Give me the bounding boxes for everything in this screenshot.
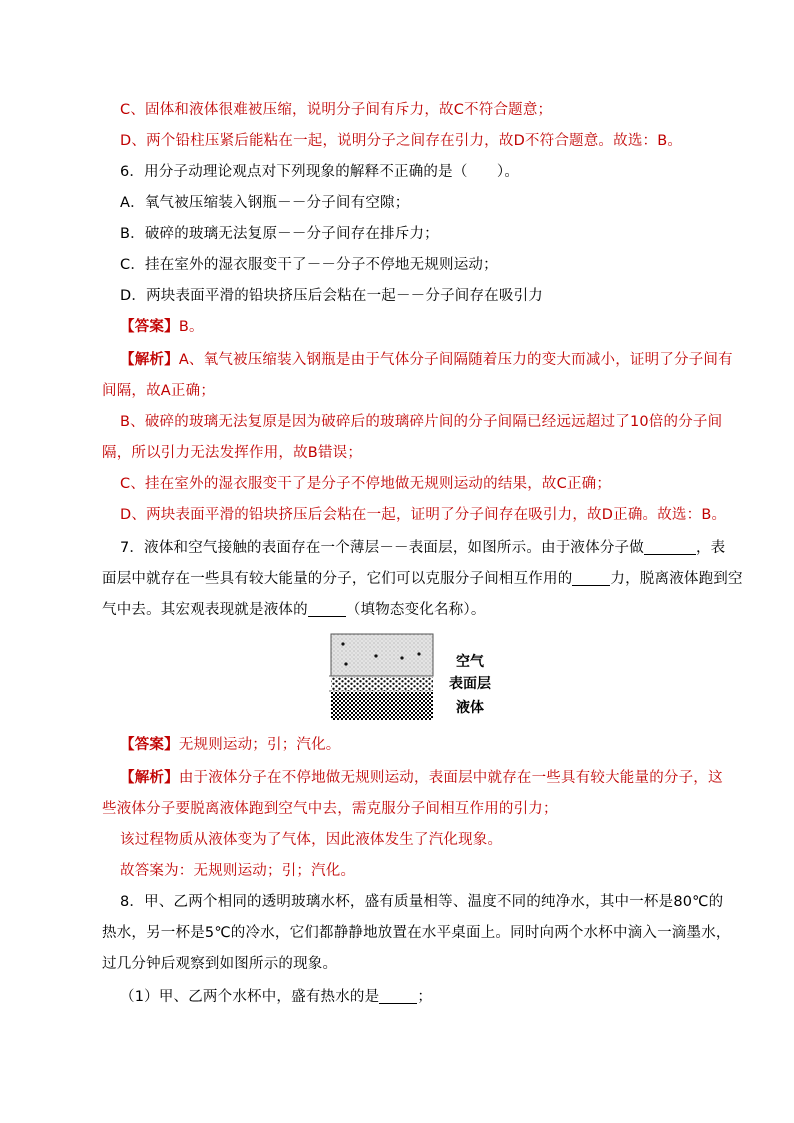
q7-conclusion: 故答案为：无规则运动；引；汽化。 <box>120 863 356 879</box>
q5-analysis-d: D、两个铅柱压紧后能粘在一起，说明分子之间存在引力，故D不符合题意。故选：B。 <box>120 133 683 149</box>
q7-stem-text: 力，脱离液体跑到空 <box>610 571 743 587</box>
q6-option-a: A．氧气被压缩装入钢瓶－－分子间有空隙； <box>120 195 410 211</box>
q7-analysis-3: 该过程物质从液体变为了气体，因此液体发生了汽化现象。 <box>120 832 503 848</box>
answer-text: 无规则运动；引；汽化。 <box>178 737 341 753</box>
q8-stem-2: 热水，另一杯是5℃的冷水，它们都静静地放置在水平桌面上。同时向两个水杯中滴入一滴墨水， <box>102 925 731 941</box>
q6-analysis-6: D、两块表面平滑的铅块挤压后会粘在一起，证明了分子间存在吸引力，故D正确。故选：B。 <box>120 507 727 523</box>
analysis-text: 由于液体分子在不停地做无规则运动，表面层中就存在一些具有较大能量的分子，这 <box>178 770 723 786</box>
answer-tag: 【答案】 <box>120 319 179 335</box>
q7-stem-2 <box>0 564 794 595</box>
q7-stem-text: 7．液体和空气接触的表面存在一个薄层－－表面层，如图所示。由于液体分子做 <box>120 540 644 556</box>
q8-sub-1 <box>0 982 794 1013</box>
surface-layer-figure <box>329 630 497 724</box>
q6-analysis-5: C、挂在室外的湿衣服变干了是分子不停地做无规则运动的结果，故C正确； <box>120 476 612 492</box>
liquid-label: 液体 <box>456 700 484 716</box>
q8-stem-1: 8．甲、乙两个相同的透明玻璃水杯，盛有质量相等、温度不同的纯净水，其中一杯是80℃的 <box>120 894 724 910</box>
q7-stem-text: 面层中就存在一些具有较大能量的分子，它们可以克服分子间相互作用的 <box>102 571 573 587</box>
answer-tag: 【答案】 <box>120 737 179 753</box>
answer-blank <box>308 598 346 617</box>
answer-blank <box>379 985 417 1004</box>
q6-option-d: D．两块表面平滑的铅块挤压后会粘在一起－－分子间存在吸引力 <box>120 288 543 304</box>
surface-layer-region <box>331 677 433 691</box>
answer-blank <box>644 536 696 555</box>
q6-analysis-2: 间隔，故A正确； <box>102 383 216 399</box>
q6-analysis-1 <box>0 345 794 376</box>
liquid-region <box>331 692 433 720</box>
q6-option-c: C．挂在室外的湿衣服变干了－－分子不停地无规则运动； <box>120 257 498 273</box>
q6-stem: 6．用分子动理论观点对下列现象的解释不正确的是（ ）。 <box>120 164 520 180</box>
q6-answer <box>0 312 794 343</box>
q6-analysis-3: B、破碎的玻璃无法复原是因为破碎后的玻璃碎片间的分子间隔已经远远超过了10倍的分子间 <box>120 414 723 430</box>
q7-stem-text: （填物态变化名称）。 <box>345 602 486 618</box>
q7-answer <box>0 730 794 761</box>
air-region <box>331 634 433 676</box>
analysis-text: A、氧气被压缩装入钢瓶是由于气体分子间隔随着压力的变大而减小，证明了分子间有 <box>178 352 733 368</box>
air-label: 空气 <box>456 654 484 670</box>
q8-sub-end: ； <box>417 989 433 1005</box>
answer-blank <box>572 567 610 586</box>
q7-stem-3 <box>0 595 794 626</box>
q6-analysis-4: 隔，所以引力无法发挥作用，故B错误； <box>102 445 363 461</box>
q6-option-b: B．破碎的玻璃无法复原－－分子间存在排斥力； <box>120 226 439 242</box>
answer-text: B。 <box>178 319 204 335</box>
analysis-tag: 【解析】 <box>120 770 179 786</box>
q8-sub-text: （1）甲、乙两个水杯中，盛有热水的是 <box>120 989 380 1005</box>
q8-stem-3: 过几分钟后观察到如图所示的现象。 <box>102 956 338 972</box>
q7-stem-text: 气中去。其宏观表现就是液体的 <box>102 602 308 618</box>
q7-stem-1 <box>0 533 794 564</box>
q5-analysis-c: C、固体和液体很难被压缩，说明分子间有斥力，故C不符合题意； <box>120 102 553 118</box>
analysis-tag: 【解析】 <box>120 352 179 368</box>
q7-analysis-1 <box>0 763 794 794</box>
q7-stem-text: ，表 <box>695 540 726 556</box>
q7-analysis-2: 些液体分子要脱离液体跑到空气中去，需克服分子间相互作用的引力； <box>102 801 558 817</box>
surface-layer-diagram <box>329 630 497 724</box>
surface-layer-label: 表面层 <box>449 676 491 692</box>
